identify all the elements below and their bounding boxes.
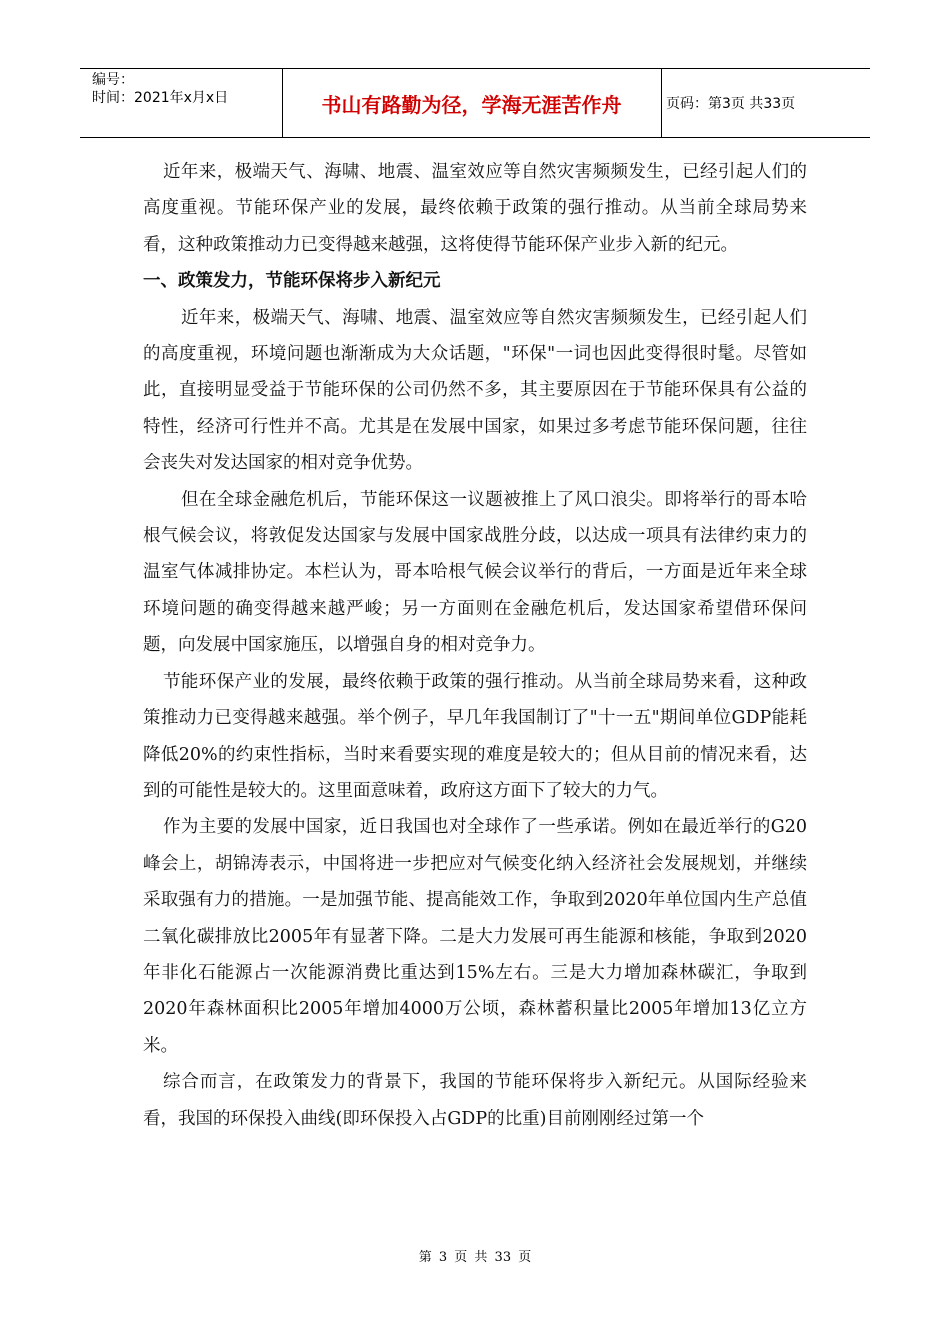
document-body bbox=[143, 154, 807, 1137]
header-page-info: 页码：第3页 共33页 bbox=[666, 96, 796, 112]
intro-paragraph: 近年来，极端天气、海啸、地震、温室效应等自然灾害频频发生，已经引起人们的高度重视。节能环保产业的发展，最终依赖于政策的强行推动。从当前全球局势来看，这种政策推动力已变得越来越强，这将使得节能环保产业步入新的纪元。 bbox=[143, 162, 807, 255]
body-paragraph: 综合而言，在政策发力的背景下，我国的节能环保将步入新纪元。从国际经验来看，我国的环保投入曲线(即环保投入占GDP的比重)目前刚刚经过第一个 bbox=[143, 1072, 807, 1129]
body-paragraph: 作为主要的发展中国家，近日我国也对全球作了一些承诺。例如在最近举行的G20峰会上，胡锦涛表示，中国将进一步把应对气候变化纳入经济社会发展规划，并继续采取强有力的措施。一是加强节能、提高能效工作，争取到2020年单位国内生产总值二氧化碳排放比2005年有显著下降。二是大力发展可再生能源和核能，争取到2020年非化石能源占一次能源消费比重达到15%左右。三是大力增加森林碳汇，争取到2020年森林面积比2005年增加4000万公顷，森林蓄积量比2005年增加13亿立方米。 bbox=[143, 817, 807, 1056]
header-motto: 书山有路勤为径，学海无涯苦作舟 bbox=[321, 92, 622, 117]
body-paragraph: 近年来，极端天气、海啸、地震、温室效应等自然灾害频频发生，已经引起人们的高度重视，环境问题也渐渐成为大众话题，"环保"一词也因此变得很时髦。尽管如此，直接明显受益于节能环保的公司仍然不多，其主要原因在于节能环保具有公益的特性，经济可行性并不高。尤其是在发展中国家，如果过多考虑节能环保问题，往往会丧失对发达国家的相对竞争优势。 bbox=[143, 307, 807, 474]
body-paragraph: 但在全球金融危机后，节能环保这一议题被推上了风口浪尖。即将举行的哥本哈根气候会议，将敦促发达国家与发展中国家战胜分歧，以达成一项具有法律约束力的温室气体减排协定。本栏认为，哥本哈根气候会议举行的背后，一方面是近年来全球环境问题的确变得越来越严峻；另一方面则在金融危机后，发达国家希望借环保问题，向发展中国家施压，以增强自身的相对竞争力。 bbox=[143, 489, 807, 656]
header-meta bbox=[92, 71, 282, 107]
document-date: 时间：2021年x月x日 bbox=[92, 90, 229, 106]
body-paragraph: 节能环保产业的发展，最终依赖于政策的强行推动。从当前全球局势来看，这种政策推动力已变得越来越强。举个例子，早几年我国制订了"十一五"期间单位GDP能耗降低20%的约束性指标，当时来看要实现的难度是较大的；但从目前的情况来看，达到的可能性是较大的。这里面意味着，政府这方面下了较大的力气。 bbox=[143, 671, 807, 801]
page-footer: 第 3 页 共 33 页 bbox=[418, 1250, 532, 1265]
section-heading: 一、政策发力，节能环保将步入新纪元 bbox=[143, 271, 441, 292]
page-header bbox=[80, 68, 870, 138]
document-number-label: 编号： bbox=[92, 72, 134, 88]
